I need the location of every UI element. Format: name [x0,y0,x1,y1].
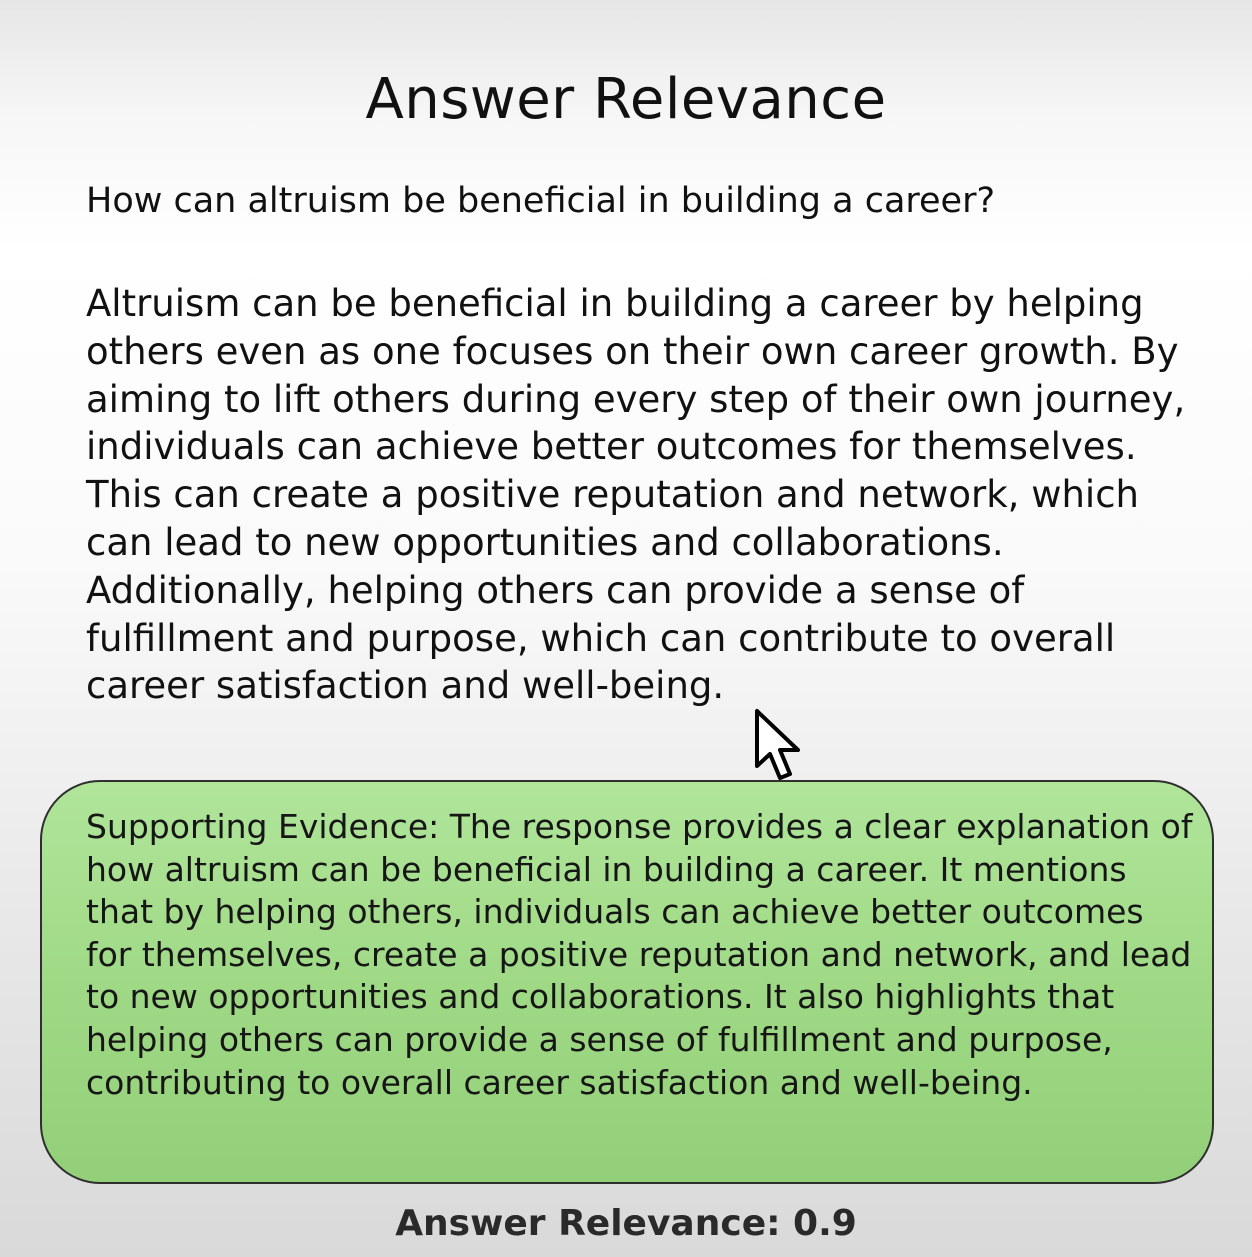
supporting-evidence-text: Supporting Evidence: The response provides a clear explanation of how altruism can be beneficial in building a career. It mentions that by helping others, individuals can achieve better outcomes for themselves, create a positive reputation and network, and lead to new opportunities and collaborations. It also highlights that helping others can provide a sense of fulfillment and purpose, contributing to overall career satisfaction and well-being. [86,807,1193,1102]
mouse-pointer-icon [754,708,806,784]
answer-relevance-score: Answer Relevance: 0.9 [395,1203,857,1244]
answer-text: Altruism can be beneficial in building a career by helping others even as one focuses on their own career growth. By aiming to lift others during every step of their own journey, individuals can achieve better outcomes for themselves. This can create a positive reputation and network, which can lead to new opportunities and collaborations. Additionally, helping others can provide a sense of fulfillment and purpose, which can contribute to overall career satisfaction and well-being. [86,282,1186,708]
question-text: How can altruism be beneficial in building a career? [86,181,996,221]
supporting-evidence-box [40,780,1214,1184]
page-title: Answer Relevance [365,67,887,132]
